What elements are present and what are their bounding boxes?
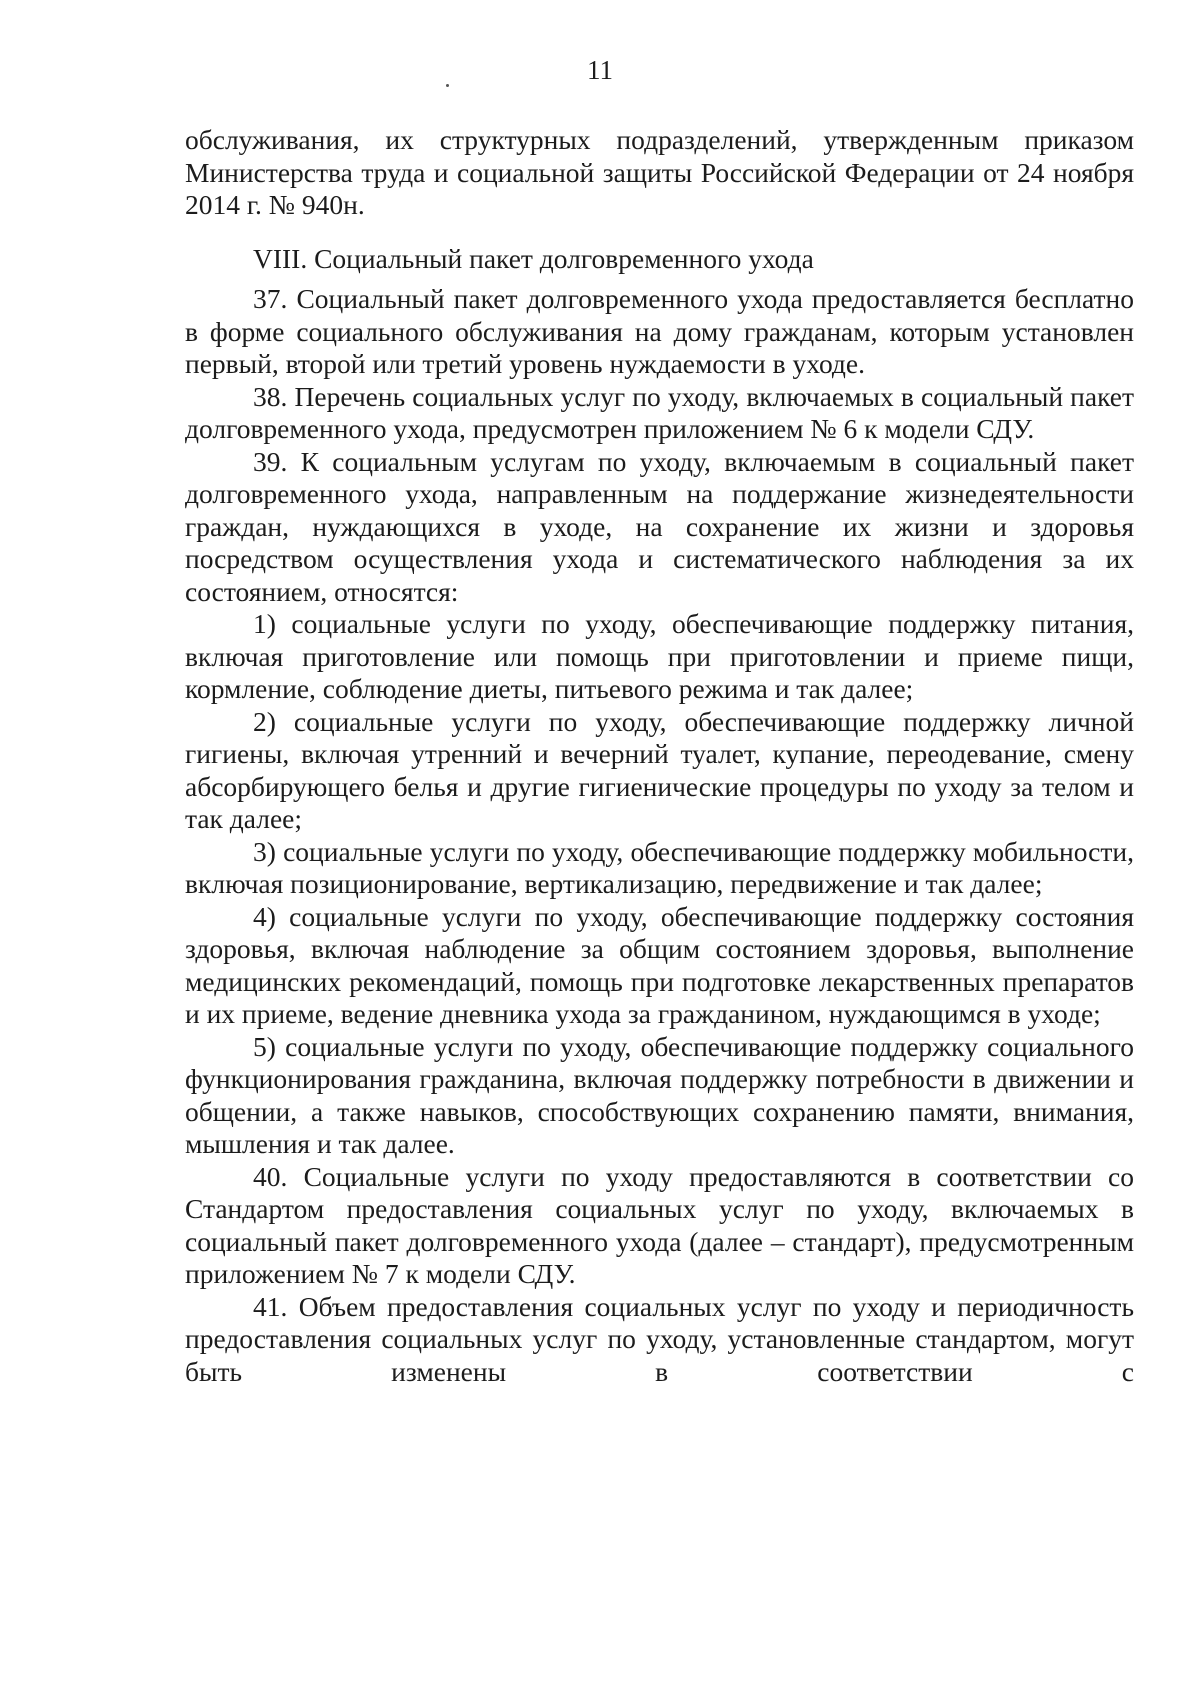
paragraph-37: 37. Социальный пакет долговременного ухода предоставляется бесплатно в форме социального обслуживания на дому гражданам, которым установлен первый, второй или третий уровень нуждаемости в уходе. bbox=[185, 283, 1134, 379]
paragraph-41: 41. Объем предоставления социальных услуг по уходу и периодичность предоставления социальных услуг по уходу, установленные стандартом, могут быть изменены в соответствии с bbox=[185, 1290, 1134, 1387]
document-body bbox=[185, 124, 1134, 1388]
list-item-2: 2) социальные услуги по уходу, обеспечивающие поддержку личной гигиены, включая утренний и вечерний туалет, купание, переодевание, смену абсорбирующего белья и другие гигиенические процедуры по уходу за телом и так далее; bbox=[185, 705, 1134, 834]
paragraph-39: 39. К социальным услугам по уходу, включаемым в социальный пакет долговременного ухода, направленным на поддержание жизнедеятельности граждан, нуждающихся в уходе, на сохранение их жизни и здоровья посредством осуществления ухода и систематического наблюдения за их состоянием, относятся: bbox=[185, 445, 1134, 607]
paragraph-40: 40. Социальные услуги по уходу предоставляются в соответствии со Стандартом предоставления социальных услуг по уходу, включаемых в социальный пакет долговременного ухода (далее – стандарт), предусмотренным приложением № 7 к модели СДУ. bbox=[185, 1160, 1134, 1289]
list-item-1: 1) социальные услуги по уходу, обеспечивающие поддержку питания, включая приготовление или помощь при приготовлении и приеме пищи, кормление, соблюдение диеты, питьевого режима и так далее; bbox=[185, 608, 1134, 704]
page-number: 11 bbox=[587, 55, 613, 85]
scan-speck bbox=[446, 84, 449, 87]
list-item-3: 3) социальные услуги по уходу, обеспечивающие поддержку мобильности, включая позиционирование, вертикализацию, передвижение и так далее; bbox=[185, 835, 1134, 899]
paragraph-intro-continuation: обслуживания, их структурных подразделений, утвержденным приказом Министерства труда и социальной защиты Российской Федерации от 24 ноября 2014 г. № 940н. bbox=[185, 124, 1134, 220]
list-item-5: 5) социальные услуги по уходу, обеспечивающие поддержку социального функционирования гражданина, включая поддержку потребности в движении и общении, а также навыков, способствующих сохранению памяти, внимания, мышления и так далее. bbox=[185, 1030, 1134, 1159]
paragraph-38: 38. Перечень социальных услуг по уходу, включаемых в социальный пакет долговременного ухода, предусмотрен приложением № 6 к модели СДУ. bbox=[185, 380, 1134, 444]
section-heading: VIII. Социальный пакет долговременного ухода bbox=[253, 242, 814, 274]
list-item-4: 4) социальные услуги по уходу, обеспечивающие поддержку состояния здоровья, включая наблюдение за общим состоянием здоровья, выполнение медицинских рекомендаций, помощь при подготовке лекарственных препаратов и их приеме, ведение дневника ухода за гражданином, нуждающимся в уходе; bbox=[185, 900, 1134, 1029]
